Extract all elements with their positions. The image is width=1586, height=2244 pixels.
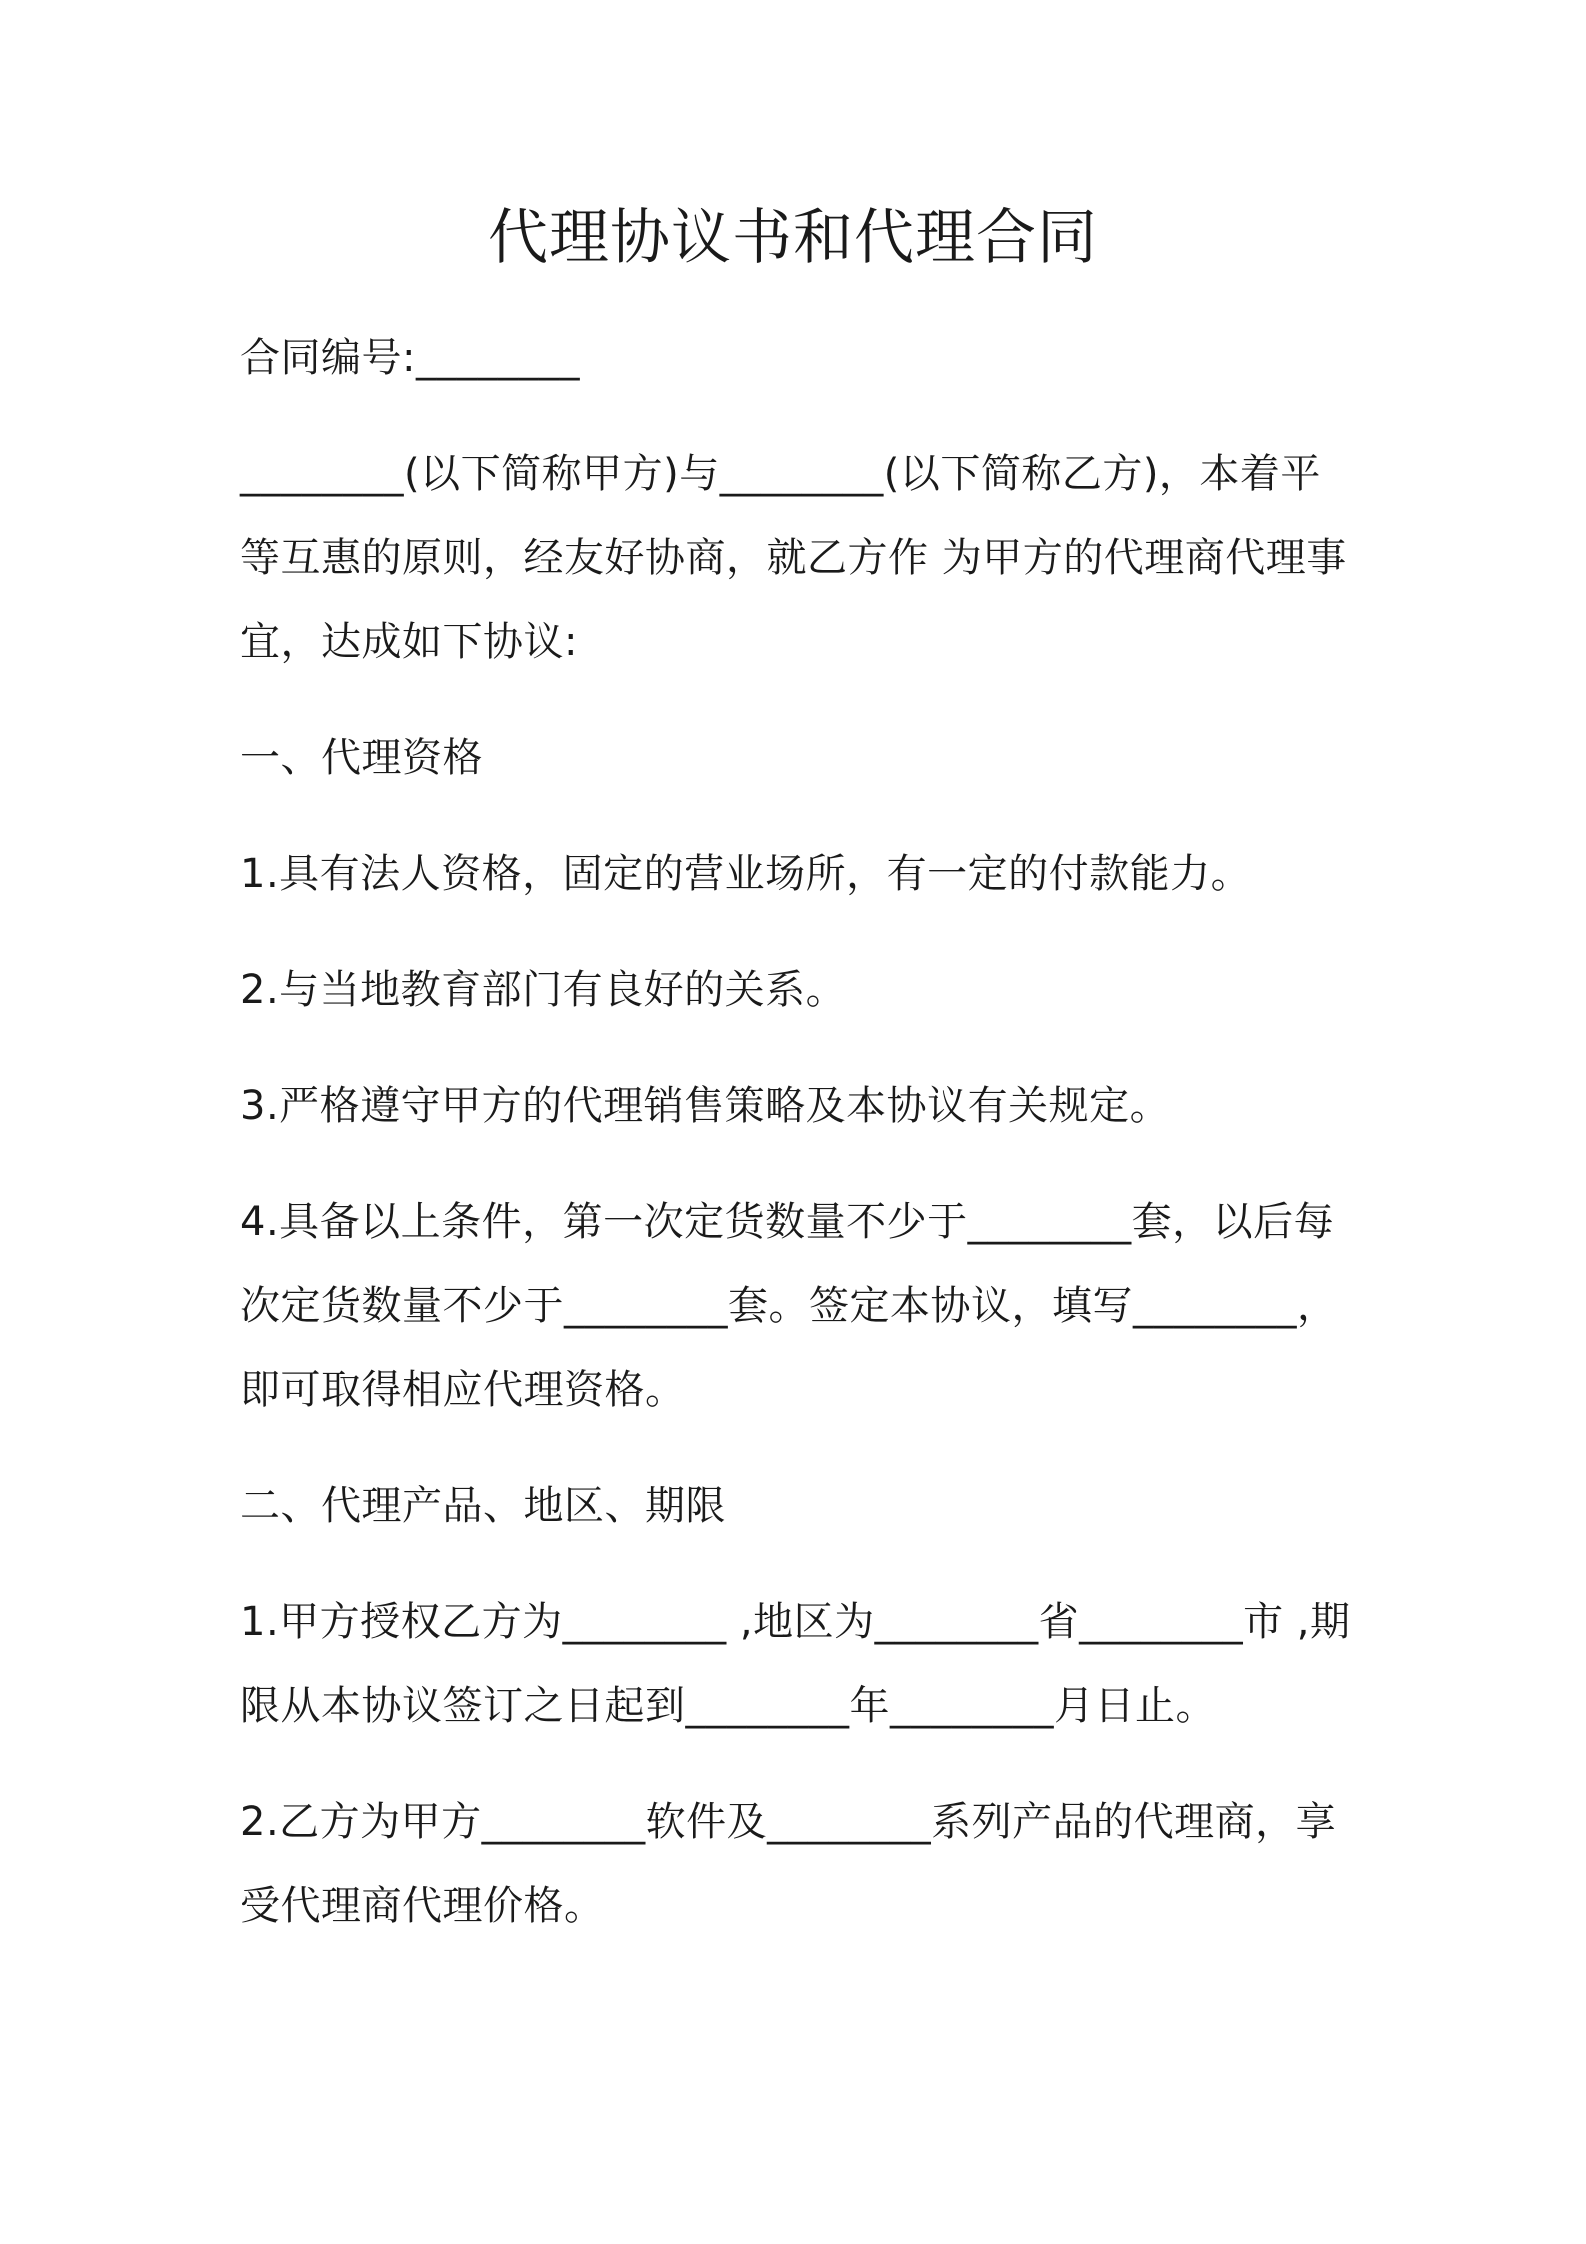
products-item-1: 1.甲方授权乙方为________ ,地区为________省________市 ,期限从本协议签订之日起到________年________月日止。 — [240, 1599, 1351, 1729]
document-body — [240, 316, 1360, 1980]
qualification-item-1: 1.具有法人资格，固定的营业场所，有一定的付款能力。 — [240, 851, 1252, 897]
contract-number: 合同编号:________ — [240, 335, 580, 381]
qualification-item-4: 4.具备以上条件，第一次定货数量不少于________套，以后每次定货数量不少于________套。签定本协议，填写________，即可取得相应代理资格。 — [240, 1199, 1338, 1413]
products-item-2: 2.乙方为甲方________软件及________系列产品的代理商，享受代理商代理价格。 — [240, 1799, 1337, 1929]
intro-paragraph: ________(以下简称甲方)与________(以下简称乙方)，本着平等互惠的原则，经友好协商，就乙方作 为甲方的代理商代理事宜，达成如下协议: — [240, 451, 1347, 665]
document-title: 代理协议书和代理合同 — [488, 203, 1098, 273]
section-heading-qualification: 一、代理资格 — [240, 735, 483, 781]
qualification-item-2: 2.与当地教育部门有良好的关系。 — [240, 967, 847, 1013]
qualification-item-3: 3.严格遵守甲方的代理销售策略及本协议有关规定。 — [240, 1083, 1171, 1129]
section-heading-products: 二、代理产品、地区、期限 — [240, 1483, 726, 1529]
